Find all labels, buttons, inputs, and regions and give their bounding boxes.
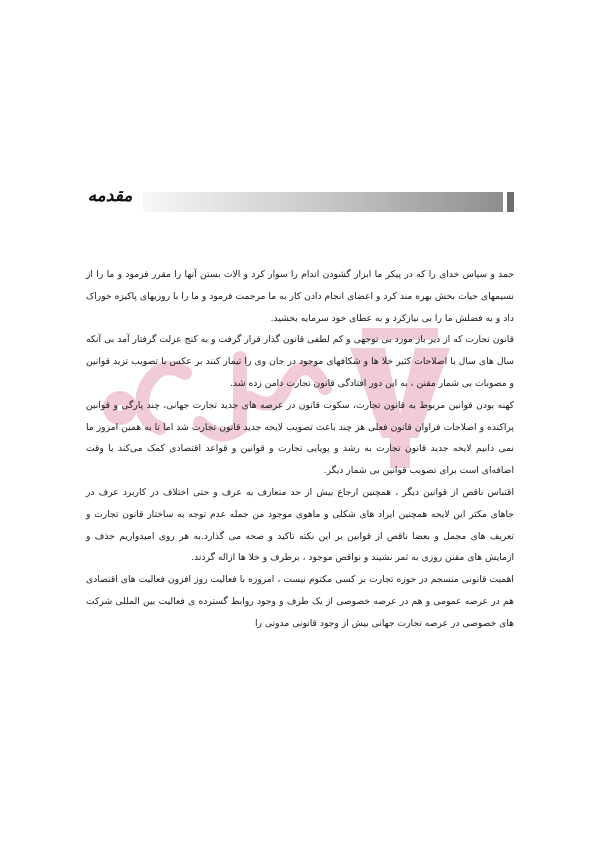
- paragraph-2: قانون تجارت که از دیر باز مورد بی توجهی و کم لطفی قانون گذار قرار گرفت و به کنج عزلت گرفتار آمد بی آنکه سال های سال با اصلاحات کثیر خلا ها و شکافهای موجود در جان وی را تیمار کنند بر عکس با تصویب تزید قوانین و مصوبات بی شمار مقنن ، به این دور افتادگی قانون تجارت دامن زده شد.: [86, 334, 514, 389]
- section-header-band: [143, 192, 514, 212]
- body-text: [86, 264, 514, 635]
- section-title: مقدمه: [87, 186, 133, 206]
- paragraph-1: حمد و سپاس خدای را که در پیکر ما ابزار گشودن اندام را سوار کرد و الات بستن آنها را مقرر فرمود و ما را از نسیمهای حیات بخش بهره مند کرد و اعضای انجام دادن کار به ما مرحمت فرمود و ما را با روزیهای پاکیزه خوراک داد و به فضلش ما را بی نیازکرد و به عطای خود سرمایه بخشید.: [86, 269, 514, 324]
- paragraph-5: اهمیت قانونی منسجم در حوزه تجارت بر کسی مکتوم نیست ، امروزه با فعالیت روز افزون فعالیت های اقتصادی هم در عرصه عمومی و هم در عرصه خصوصی از یک طرف و وجود روابط گسترده ی فعالیت بین المللی شرکت های خصوصی در عرصه تجارت جهانی بیش از وجود قانونی مدونی را: [86, 574, 514, 629]
- paragraph-3: کهنه بودن قوانین مربوط به قانون تجارت، سکوت قانون در عرصه های جدید تجارت جهانی، چند پارگی و قوانین پراکنده و اصلاحات فراوان قانون فعلی هر چند باعث تصویب لایحه جدید قانون تجارت شد اما تا به همین امروز ما نمی دانیم لایحه جدید قانون تجارت به رشد و پویایی تجارت و قوانین و قواعد اقتصادی کمک می‌کند یا وقت اضافه‌ای است برای تصویب قوانین بی شمار دیگر.: [86, 399, 514, 477]
- header-gradient-bar: [143, 192, 503, 212]
- header-marker-block: [507, 192, 514, 212]
- paragraph-4: اقتباس ناقص از قوانین دیگر ، همچنین ارجاع بیش از حد متعارف به عرف و حتی اختلاف در کاربرد عرف در جاهای مکثر این لایحه همچنین ایراد های شکلی و ماهوی موجود من جمله عدم توجه به ساختار قانون تجارت و تعریف های مجمل و بعضا ناقص از قوانین بر این نکته تاکید و صحه می گذارد.به هر روی امیدواریم حذف و ازمایش های مقنن روزی به ثمر نشیند و نواقص موجود ، برطرف و خلا ها ازاله گردند.: [86, 486, 514, 564]
